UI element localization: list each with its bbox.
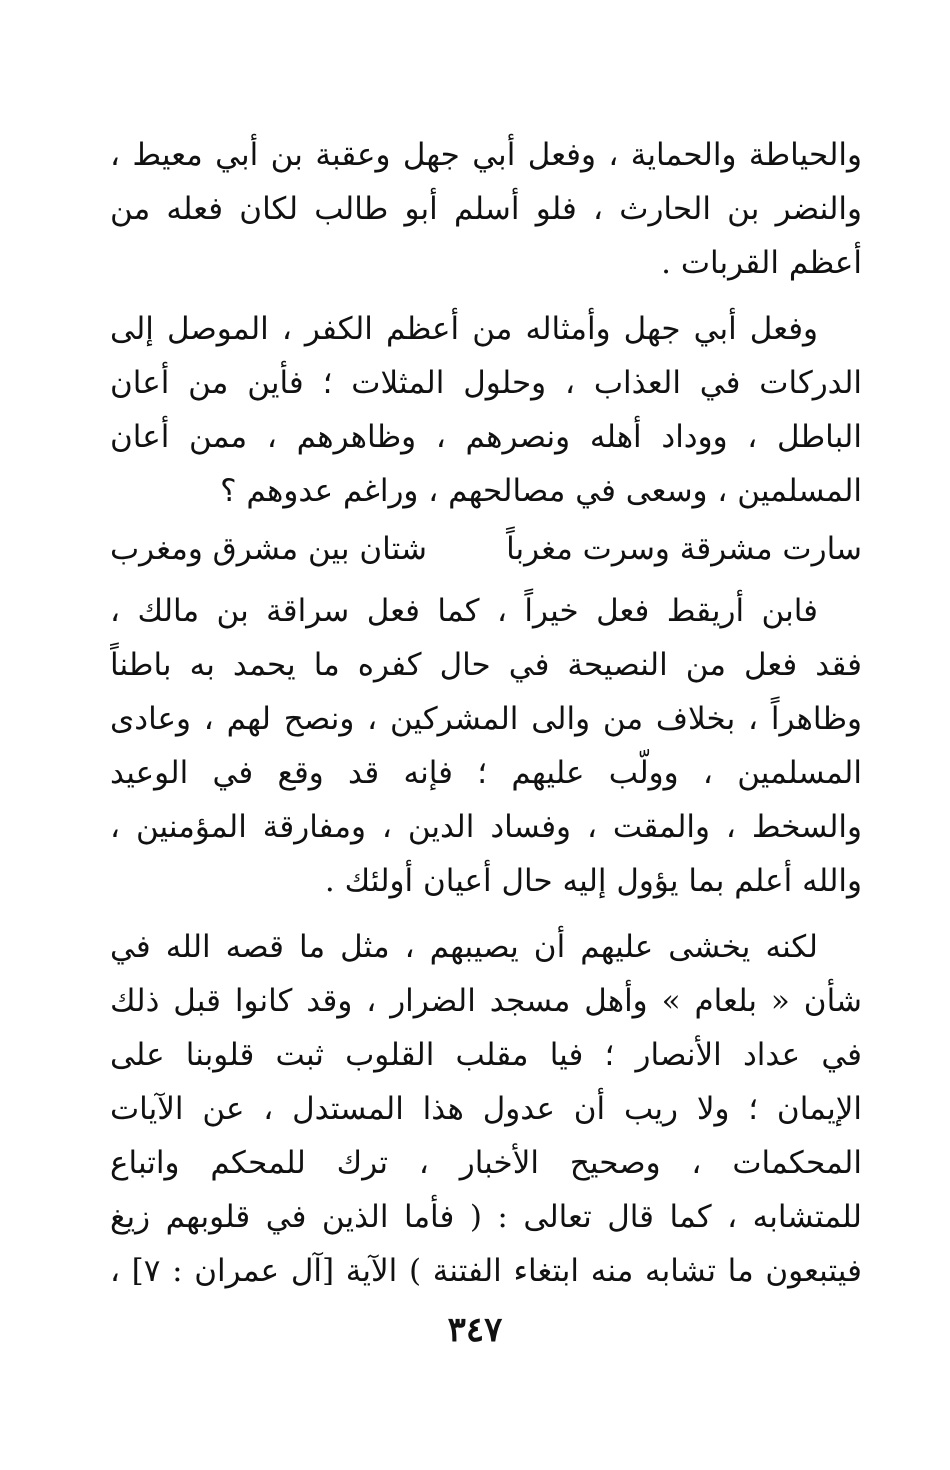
text-line: والسخط ، والمقت ، وفساد الدين ، ومفارقة المؤمنين ، bbox=[110, 809, 862, 845]
text-line: للمتشابه ، كما قال تعالى : ( فأما الذين في قلوبهم زيغ bbox=[110, 1199, 862, 1235]
text-line: فيتبعون ما تشابه منه ابتغاء الفتنة ) الآية [آل عمران : ٧] ، bbox=[110, 1253, 862, 1289]
paragraph-3 bbox=[110, 584, 862, 908]
paragraph-2 bbox=[110, 302, 862, 518]
verse-second-hemistich: شتان بين مشرق ومغرب bbox=[110, 531, 427, 567]
text-line: فقد فعل من النصيحة في حال كفره ما يحمد به باطناً bbox=[110, 647, 862, 683]
text-line: أعظم القربات . bbox=[661, 245, 862, 281]
text-line: الدركات في العذاب ، وحلول المثلات ؛ فأين من أعان bbox=[110, 365, 862, 401]
text-line: المحكمات ، وصحيح الأخبار ، ترك للمحكم واتباع bbox=[110, 1145, 862, 1181]
text-line: المسلمين ، وسعى في مصالحهم ، وراغم عدوهم ؟ bbox=[220, 473, 862, 509]
text-line: والله أعلم بما يؤول إليه حال أعيان أولئك . bbox=[324, 863, 862, 899]
text-line: الإيمان ؛ ولا ريب أن عدول هذا المستدل ، عن الآيات bbox=[110, 1091, 862, 1127]
paragraph-1 bbox=[110, 128, 862, 290]
poetry-verse bbox=[110, 522, 862, 576]
text-line: وفعل أبي جهل وأمثاله من أعظم الكفر ، الموصل إلى bbox=[110, 311, 818, 347]
text-line: وظاهراً ، بخلاف من والى المشركين ، ونصح لهم ، وعادى bbox=[110, 701, 862, 737]
paragraph-4 bbox=[110, 920, 862, 1298]
text-line: والحياطة والحماية ، وفعل أبي جهل وعقبة بن أبي معيط ، bbox=[110, 137, 862, 173]
text-line: فابن أريقط فعل خيراً ، كما فعل سراقة بن مالك ، bbox=[110, 593, 818, 629]
text-line: والنضر بن الحارث ، فلو أسلم أبو طالب لكان فعله من bbox=[110, 191, 862, 227]
text-line: الباطل ، ووداد أهله ونصرهم ، وظاهرهم ، ممن أعان bbox=[110, 419, 862, 455]
page-number: ٣٤٧ bbox=[447, 1310, 503, 1350]
text-line: لكنه يخشى عليهم أن يصيبهم ، مثل ما قصه الله في bbox=[110, 929, 818, 965]
top-text-block bbox=[110, 128, 862, 530]
text-line: في عداد الأنصار ؛ فيا مقلب القلوب ثبت قلوبنا على bbox=[110, 1037, 862, 1073]
text-line: شأن « بلعام » وأهل مسجد الضرار ، وقد كانوا قبل ذلك bbox=[110, 983, 862, 1019]
verse-first-hemistich: سارت مشرقة وسرت مغرباً bbox=[506, 531, 862, 567]
bottom-text-block bbox=[110, 584, 862, 1310]
text-line: المسلمين ، وولّب عليهم ؛ فإنه قد وقع في الوعيد bbox=[110, 755, 862, 791]
